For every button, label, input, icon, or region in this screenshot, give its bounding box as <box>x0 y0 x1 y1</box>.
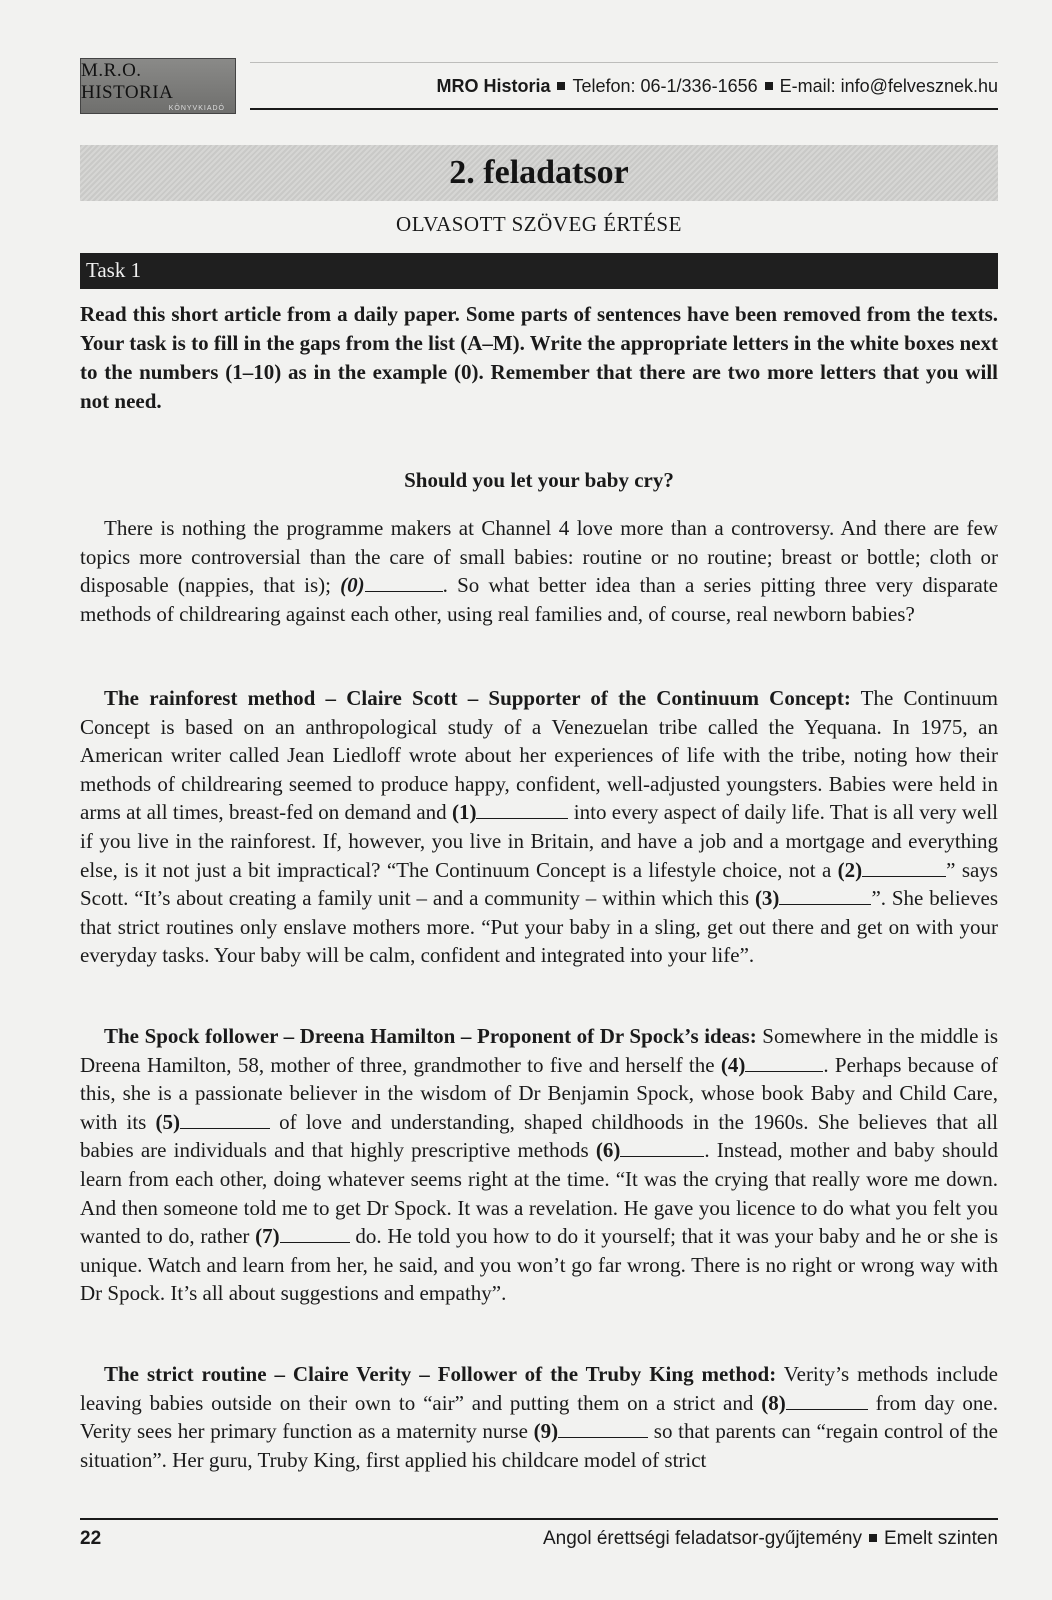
gap-6 <box>596 1138 705 1162</box>
header-contact-line <box>250 76 998 97</box>
title-banner <box>80 145 998 201</box>
text-run: ”. She believes that strict routines only enslave mothers more. “Put your baby in a sling, get out there and get on with your everyday tasks. Your baby will be calm, confident and integrated into your life”. <box>80 886 998 968</box>
gap-5 <box>156 1110 271 1134</box>
text-run: so that parents can “regain control of the situation”. Her guru, Truby King, first applied his childcare model of strict <box>80 1419 998 1472</box>
paragraph-heading: The Spock follower – Dreena Hamilton – Proponent of Dr Spock’s ideas: <box>104 1024 757 1048</box>
text-run: from day one. Verity sees her primary function as a maternity nurse <box>80 1390 999 1444</box>
gap-line <box>476 800 568 819</box>
gap-line <box>280 1224 350 1243</box>
gap-number: (5) <box>155 1109 181 1134</box>
paragraph-heading: The strict routine – Claire Verity – Follower of the Truby King method: <box>104 1362 777 1386</box>
gap-number: (1) <box>451 800 477 825</box>
gap-number: (4) <box>720 1052 746 1077</box>
gap-number: (2) <box>837 857 863 882</box>
gap-1 <box>452 800 569 824</box>
logo-text: M.R.O. HISTORIA <box>81 59 174 103</box>
gap-number: (8) <box>761 1390 786 1415</box>
publisher-logo <box>80 58 236 114</box>
page-number: 22 <box>80 1528 102 1549</box>
gap-line <box>558 1419 648 1438</box>
book-title: Angol érettségi feladatsor-gyűjtemény <box>542 1528 862 1549</box>
gap-7 <box>255 1224 350 1248</box>
page-title: 2. feladatsor <box>449 154 629 191</box>
gap-number: (7) <box>255 1224 280 1249</box>
text-run: Somewhere in the middle is Dreena Hamilton, 58, mother of three, grandmother to five and herself the <box>80 1024 998 1077</box>
gap-0 <box>340 573 443 597</box>
header-phone: Telefon: 06-1/336-1656 <box>572 76 758 96</box>
text-run: . Perhaps because of this, she is a passionate believer in the wisdom of Dr Benjamin Spock, whose book Baby and Child Care, with its <box>80 1052 999 1134</box>
gap-number: (3) <box>754 886 780 911</box>
text-run: ” says Scott. “It’s about creating a family unit – and a community – within which this <box>80 857 998 911</box>
text-run: . Instead, mother and baby should learn from each other, doing whatever seems right at the time. “It was the crying that really wore me down. And then someone told me to get Dr Spock. It was a revelation. He gave you licence to do what you felt you wanted to do, rather <box>80 1138 998 1249</box>
square-bullet-icon <box>869 1534 877 1542</box>
footer-rule <box>80 1518 998 1520</box>
article-title: Should you let your baby cry? <box>404 468 674 492</box>
article-paragraph-intro <box>80 514 998 628</box>
book-level: Emelt szinten <box>883 1528 998 1549</box>
gap-9 <box>534 1419 649 1443</box>
task-label: Task 1 <box>86 258 142 282</box>
gap-8 <box>761 1391 868 1415</box>
gap-line <box>779 886 871 905</box>
square-bullet-icon <box>557 82 565 90</box>
article-paragraph-spock <box>80 1022 998 1308</box>
text-run: The Continuum Concept is based on an anthropological study of a Venezuelan tribe called the Yequana. In 1975, an American writer called Jean Liedloff wrote about her experiences of life with the tribe, noting how their methods of childrearing seemed to produce happy, confident, well-adjusted youngsters. Babies were held in arms at all times, breast-fed on demand and <box>80 686 999 825</box>
gap-3 <box>755 886 872 910</box>
text-run: There is nothing the programme makers at Channel 4 love more than a controversy. And there are few topics more controversial than the care of small babies: routine or no routine; breast or bottle; cloth or disposable (nappies, that is); <box>80 516 998 598</box>
gap-line <box>745 1053 823 1072</box>
text-run: Verity’s methods include leaving babies outside on their own to “air” and putting them on a strict and <box>80 1362 999 1415</box>
header-top-rule <box>250 62 998 63</box>
text-run: do. He told you how to do it yourself; that it was your baby and he or she is unique. Watch and learn from her, he said, and you won’t go far wrong. There is no right or wrong way with Dr Spock. It’s all about suggestions and empathy”. <box>80 1224 998 1306</box>
logo-subtext: KÖNYVKIADÓ <box>168 104 225 112</box>
article-paragraph-strict-routine <box>80 1360 998 1474</box>
gap-number: (9) <box>533 1419 559 1444</box>
header-email: E-mail: info@felvesznek.hu <box>779 76 998 96</box>
text-run: into every aspect of daily life. That is all very well if you live in the rainforest. If, however, you live in Britain, and have a job and a mortgage and everything else, is it not just a bit impractical? “The Continuum Concept is a lifestyle choice, not a <box>80 800 998 882</box>
text-run: . So what better idea than a series pitting three very disparate methods of childrearing against each other, using real families and, of course, real newborn babies? <box>80 573 998 626</box>
gap-4 <box>721 1053 824 1077</box>
task-bar <box>80 253 998 289</box>
gap-number: (6) <box>595 1138 621 1163</box>
square-bullet-icon <box>765 82 773 90</box>
gap-2 <box>838 858 947 882</box>
paragraph-heading: The rainforest method – Claire Scott – Supporter of the Continuum Concept: <box>104 686 851 710</box>
section-subtitle: OLVASOTT SZÖVEG ÉRTÉSE <box>396 212 682 236</box>
gap-line <box>786 1391 868 1410</box>
task-instructions: Read this short article from a daily paper. Some parts of sentences have been removed from the texts. Your task is to fill in the gaps from the list (A–M). Write the appropriate letters in the white boxes next to the numbers (1–10) as in the example (0). Remember that there are two more letters that you will not need. <box>80 302 998 413</box>
header-brand: MRO Historia <box>436 76 551 96</box>
gap-line <box>862 858 946 877</box>
gap-line <box>620 1138 704 1157</box>
text-run: of love and understanding, shaped childhoods in the 1960s. She believes that all babies are individuals and that highly prescriptive methods <box>80 1109 998 1163</box>
footer-book-title <box>380 1528 998 1550</box>
header-rule <box>250 108 998 110</box>
gap-line <box>365 573 443 592</box>
gap-line <box>180 1110 270 1129</box>
article-paragraph-rainforest <box>80 684 998 970</box>
gap-number: (0) <box>340 573 365 598</box>
